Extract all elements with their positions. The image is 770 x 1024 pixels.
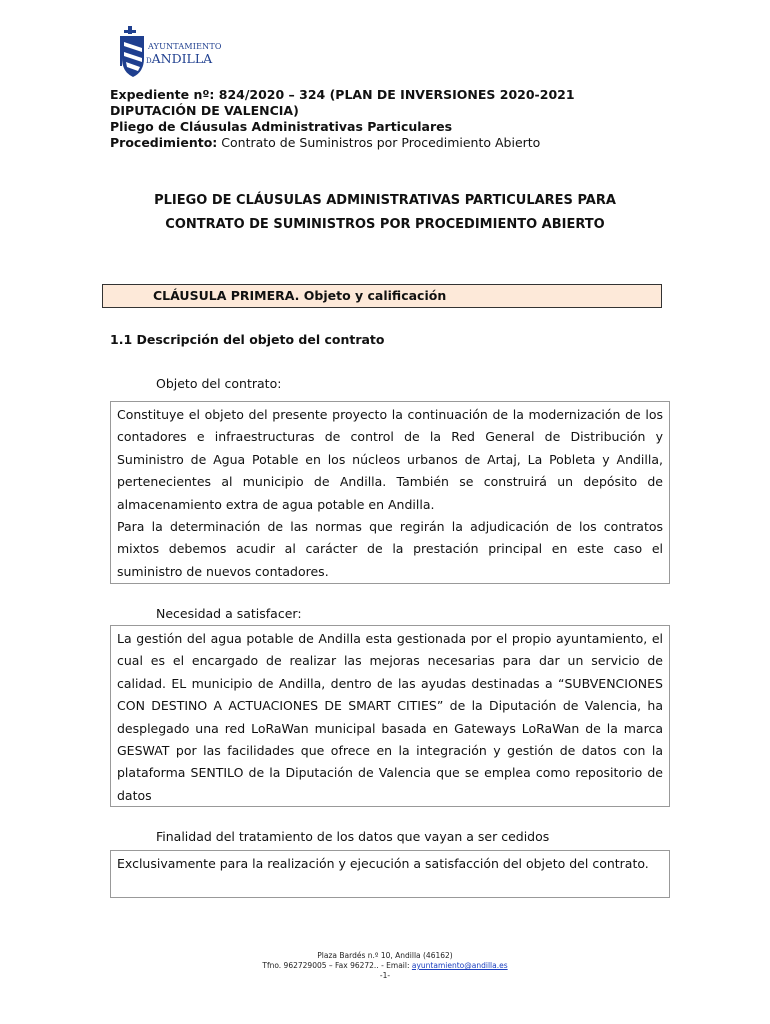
coat-of-arms-icon [118,24,148,80]
page-title [100,189,670,237]
necesidad-text: La gestión del agua potable de Andilla esta gestionada por el propio ayuntamiento, el cual es el encargado de realizar las mejoras necesarias para dar un servicio de calidad. EL municipio de Andilla, dentro de las ayudas destinadas a “SUBVENCIONES CON DESTINO A ACTUACIONES DE SMART CITIES” de la Diputación de Valencia, ha desplegado una red LoRaWan municipal basada en Gateways LoRaWan de la marca GESWAT por las facilidades que ofrece en la integración y gestión de datos con la plataforma SENTILO de la Diputación de Valencia que se emplea como repositorio de datos [117,631,663,803]
finalidad-text: Exclusivamente para la realización y ejecución a satisfacción del objeto del contrato. [117,856,649,871]
diputacion-line: DIPUTACIÓN DE VALENCIA) [110,103,299,118]
pliego-line: Pliego de Cláusulas Administrativas Particulares [110,119,453,134]
clause-title: CLÁUSULA PRIMERA. Objeto y calificación [102,284,662,308]
page-number: -1- [379,971,391,980]
necesidad-label: Necesidad a satisfacer: [156,606,302,621]
objeto-paragraph-1: Constituye el objeto del presente proyecto la continuación de la modernización de los contadores e infraestructuras de control de la Red General de Distribución y Suministro de Agua Potable en los núcleos urbanos de Artaj, La Pobleta y Andilla, pertenecientes al municipio de Andilla. También se construirá un depósito de almacenamiento extra de agua potable en Andilla. [117,407,663,512]
page-footer [0,951,770,981]
page-title-line-1: PLIEGO DE CLÁUSULAS ADMINISTRATIVAS PARTICULARES PARA [154,193,616,208]
town-hall-logo [118,24,222,84]
objeto-label: Objeto del contrato: [156,376,282,391]
section-heading: 1.1 Descripción del objeto del contrato [110,332,385,347]
finalidad-label: Finalidad del tratamiento de los datos que vayan a ser cedidos [156,829,550,844]
footer-phone: Tfno. 962729005 – Fax 96272.. - Email: [262,961,412,970]
objeto-paragraph-2: Para la determinación de las normas que regirán la adjudicación de los contratos mixtos debemos acudir al carácter de la prestación principal en este caso el suministro de nuevos contadores. [117,519,663,579]
procedimiento-value: Contrato de Suministros por Procedimiento Abierto [217,135,541,150]
logo-line-ayuntamiento: AYUNTAMIENTO [148,42,222,51]
procedimiento-line [110,135,650,151]
footer-address: Plaza Bardés n.º 10, Andilla (46162) [317,951,453,960]
necesidad-box [110,625,670,807]
logo-name: ANDILLA [151,51,213,66]
procedimiento-label: Procedimiento: [110,135,218,150]
logo-prefix: D [146,57,152,65]
objeto-box [110,401,670,584]
footer-email-link[interactable]: ayuntamiento@andilla.es [411,961,508,970]
finalidad-box [110,850,670,898]
footer-contact [0,961,770,971]
page-title-line-2: CONTRATO DE SUMINISTROS POR PROCEDIMIENTO ABIERTO [165,217,605,232]
document-header [110,87,650,151]
expediente-line: Expediente nº: 824/2020 – 324 (PLAN DE INVERSIONES 2020-2021 [110,87,575,102]
logo-town-name [146,51,212,66]
